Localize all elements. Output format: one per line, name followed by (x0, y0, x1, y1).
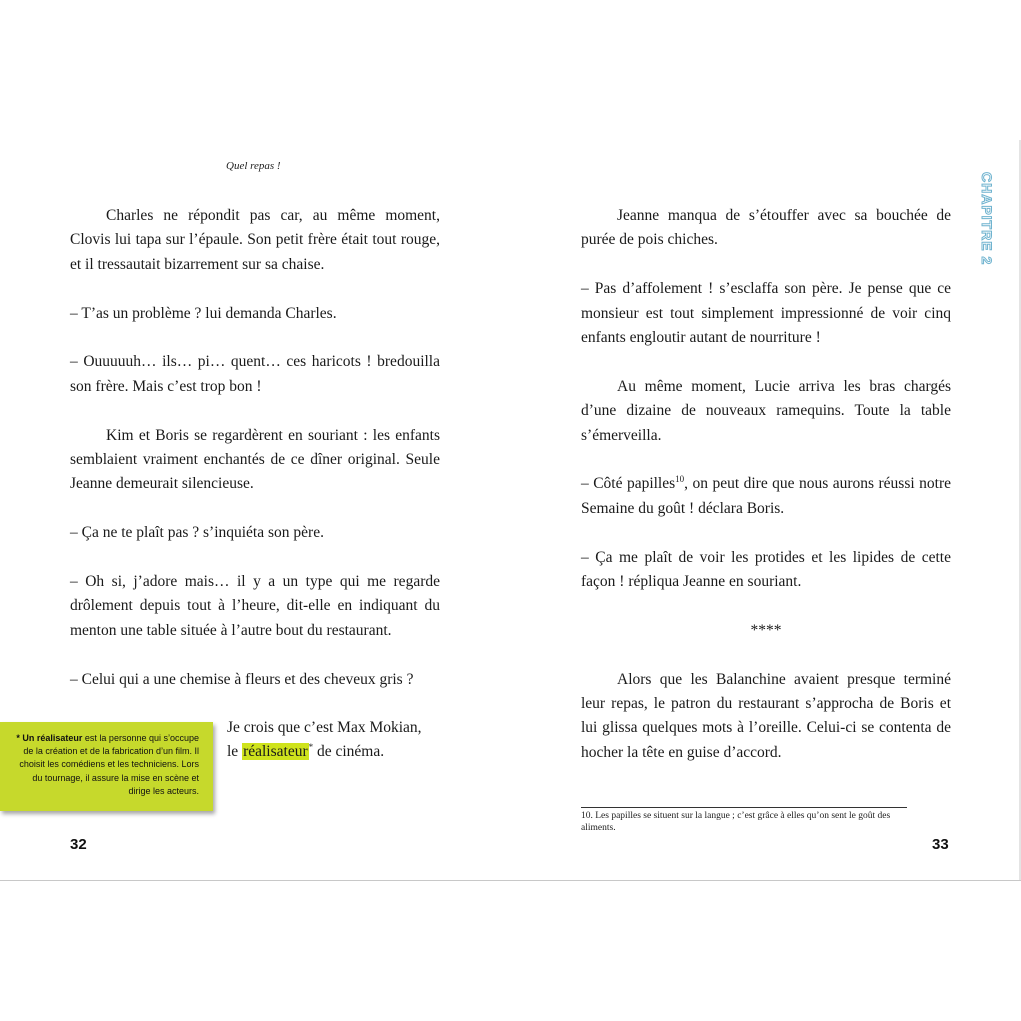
section-separator: **** (750, 621, 782, 639)
page-number-right: 33 (932, 836, 949, 853)
paragraph: Jeanne manqua de s’étouffer avec sa bouchée de purée de pois chiches. (581, 207, 951, 249)
tail-pre: le (227, 743, 243, 761)
page-bottom-edge (0, 880, 1021, 881)
paragraph: – Ouuuuuh… ils… pi… quent… ces haricots ! bredouilla son frère. Mais c’est trop bon ! (70, 353, 440, 395)
tail-line (227, 740, 440, 764)
paragraph: Alors que les Balanchine avaient presque terminé leur repas, le patron du restaurant s’approcha de Boris et lui glissa quelques mots à l’oreille. Celui-ci se contenta de hocher la tête en guise d’accord. (581, 670, 951, 761)
paragraph-part: – Côté papilles (581, 475, 676, 493)
paragraph: – Ça ne te plaît pas ? s’inquiéta son père. (70, 524, 324, 542)
paragraph: – Ça me plaît de voir les protides et les lipides de cette façon ! répliqua Jeanne en souriant. (581, 548, 951, 591)
paragraph: – Celui qui a une chemise à fleurs et des cheveux gris ? (70, 670, 414, 688)
asterisk: * (308, 742, 314, 753)
glossary-note-box (0, 722, 213, 811)
highlighted-term: réalisateur (243, 743, 308, 761)
glossary-term: * Un réalisateur (16, 733, 83, 743)
right-page-text (581, 204, 951, 765)
page-number-left: 32 (70, 836, 87, 853)
chapter-tab-label: CHAPITRE 2 (979, 172, 995, 266)
paragraph: – T’as un problème ? lui demanda Charles. (70, 304, 337, 322)
paragraph: – Pas d’affolement ! s’esclaffa son père. Je pense que ce monsieur est tout simplement impressionné de voir cinq enfants engloutir autant de nourriture ! (581, 280, 951, 347)
footnote-rule (581, 807, 907, 808)
tail-post: de cinéma. (313, 743, 385, 761)
left-page-tail (227, 716, 440, 765)
paragraph: – Oh si, j’adore mais… il y a un type qui me regarde drôlement depuis tout à l’heure, dit-elle en indiquant du menton une table située à l’autre bout du restaurant. (70, 573, 440, 639)
glossary-definition: est la personne qui s’occupe de la création et de la fabrication d’un film. Il choisit les comédiens et les techniciens. Lors du tournage, il assure la mise en scène et dirige les acteurs. (19, 733, 199, 796)
running-head: Quel repas ! (226, 160, 281, 172)
paragraph-part: , on peut dire que nous aurons réussi notre Semaine du goût ! déclara Boris. (581, 475, 951, 517)
left-page-text (70, 204, 440, 692)
footnote-marker: 10 (675, 474, 685, 485)
paragraph: Kim et Boris se regardèrent en souriant : les enfants semblaient vraiment enchantés de ce dîner original. Seule Jeanne demeurait silencieuse. (70, 426, 440, 493)
footnote: 10. Les papilles se situent sur la langue ; c’est grâce à elles qu’on sent le goût des aliments. (581, 811, 891, 833)
paragraph: Au même moment, Lucie arriva les bras chargés d’une dizaine de nouveaux ramequins. Toute la table s’émerveilla. (581, 377, 951, 444)
paragraph (581, 472, 951, 521)
chapter-tab (978, 172, 996, 270)
tail-line: Je crois que c’est Max Mokian, (227, 719, 422, 736)
paragraph: Charles ne répondit pas car, au même moment, Clovis lui tapa sur l’épaule. Son petit frère était tout rouge, et il tressautait bizarrement sur sa chaise. (70, 207, 440, 273)
glossary-note-text (12, 732, 199, 798)
